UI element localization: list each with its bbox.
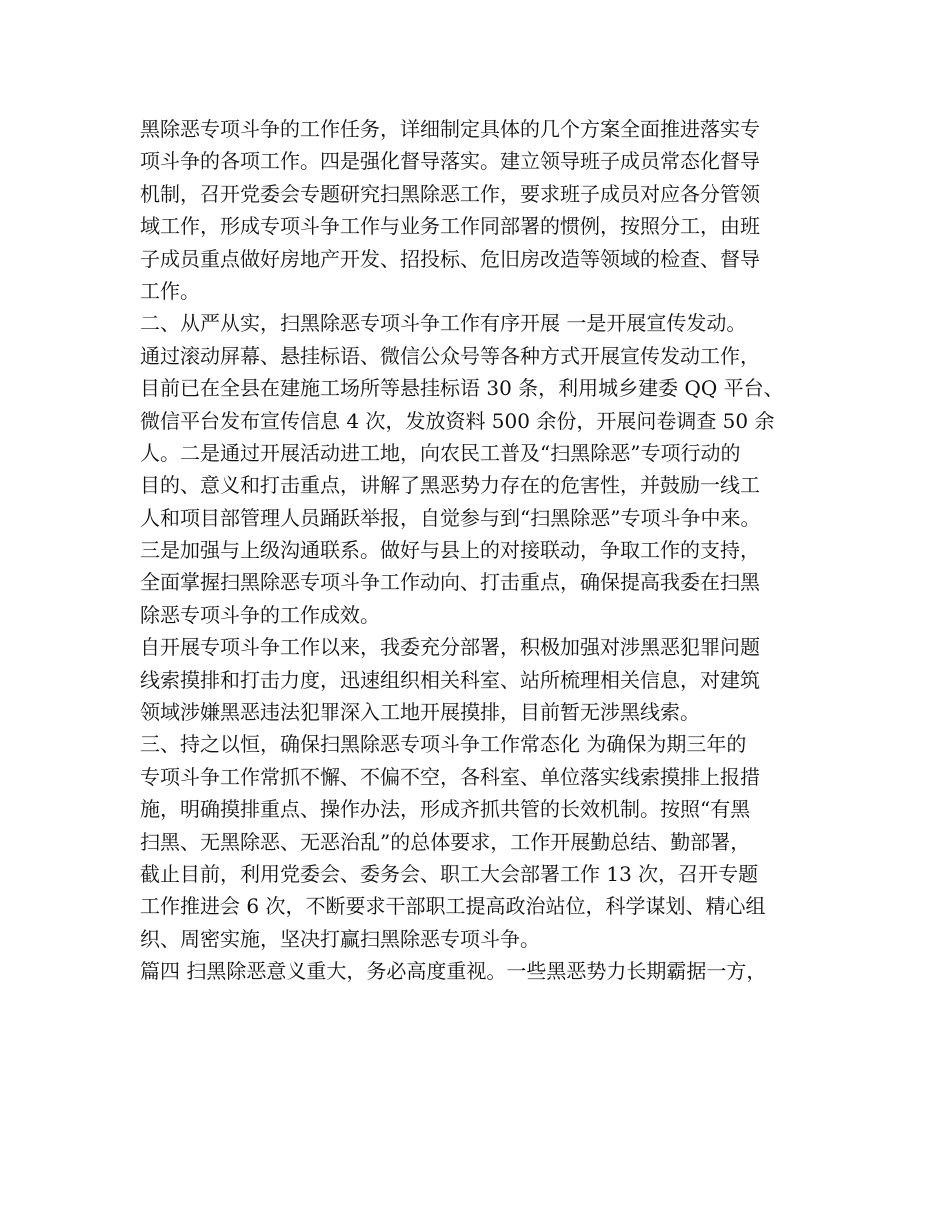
text-line: 专项斗争工作常抓不懈、不偏不空，各科室、单位落实线索摸排上报措 — [140, 764, 760, 789]
text-line: 目前已在全县在建施工场所等悬挂标语 30 条，利用城乡建委 QQ 平台、 — [140, 376, 784, 401]
text-line: 线索摸排和打击力度，迅速组织相关科室、站所梳理相关信息，对建筑 — [140, 667, 760, 692]
text-line: 黑除恶专项斗争的工作任务，详细制定具体的几个方案全面推进落实专 — [140, 117, 760, 141]
section-heading-line: 三、持之以恒，确保扫黑除恶专项斗争工作常态化 为确保为期三年的 — [140, 732, 747, 757]
text-line: 机制，召开党委会专题研究扫黑除恶工作，要求班子成员对应各分管领 — [140, 181, 760, 206]
text-line: 领域涉嫌黑恶违法犯罪深入工地开展摸排，目前暂无涉黑线索。 — [140, 700, 700, 725]
text-line: 三是加强与上级沟通联系。做好与县上的对接联动，争取工作的支持， — [140, 538, 760, 563]
text-line: 通过滚动屏幕、悬挂标语、微信公众号等各种方式开展宣传发动工作， — [140, 343, 760, 368]
text-line: 人。二是通过开展活动进工地，向农民工普及“扫黑除恶”专项行动的 — [140, 440, 741, 465]
text-line: 域工作，形成专项斗争工作与业务工作同部署的惯例，按照分工，由班 — [140, 214, 760, 239]
text-line: 织、周密实施，坚决打赢扫黑除恶专项斗争。 — [140, 926, 540, 951]
document-body — [140, 113, 820, 988]
text-line: 施，明确摸排重点、操作办法，形成齐抓共管的长效机制。按照“有黑 — [140, 797, 751, 822]
text-line: 自开展专项斗争工作以来，我委充分部署，积极加强对涉黑恶犯罪问题 — [140, 635, 760, 660]
text-line: 扫黑、无黑除恶、无恶治乱”的总体要求，工作开展勤总结、勤部署， — [140, 829, 751, 854]
text-line: 微信平台发布宣传信息 4 次，发放资料 500 余份，开展问卷调查 50 余 — [140, 408, 775, 433]
section-heading-line: 篇四 扫黑除恶意义重大，务必高度重视。一些黑恶势力长期霸据一方， — [140, 959, 767, 984]
text-line: 除恶专项斗争的工作成效。 — [140, 602, 380, 627]
text-line: 项斗争的各项工作。四是强化督导落实。建立领导班子成员常态化督导 — [140, 149, 760, 174]
text-line: 工作推进会 6 次，不断要求干部职工提高政治站位，科学谋划、精心组 — [140, 894, 766, 919]
text-line: 人和项目部管理人员踊跃举报，自觉参与到“扫黑除恶”专项斗争中来。 — [140, 505, 761, 530]
text-line: 截止目前，利用党委会、委务会、职工大会部署工作 13 次，召开专题 — [140, 861, 759, 886]
text-line: 子成员重点做好房地产开发、招投标、危旧房改造等领域的检查、督导 — [140, 246, 760, 271]
text-line: 全面掌握扫黑除恶专项斗争工作动向、打击重点，确保提高我委在扫黑 — [140, 570, 760, 595]
section-heading-line: 二、从严从实，扫黑除恶专项斗争工作有序开展 一是开展宣传发动。 — [140, 311, 747, 336]
text-line: 工作。 — [140, 278, 200, 303]
text-line: 目的、意义和打击重点，讲解了黑恶势力存在的危害性，并鼓励一线工 — [140, 473, 760, 498]
